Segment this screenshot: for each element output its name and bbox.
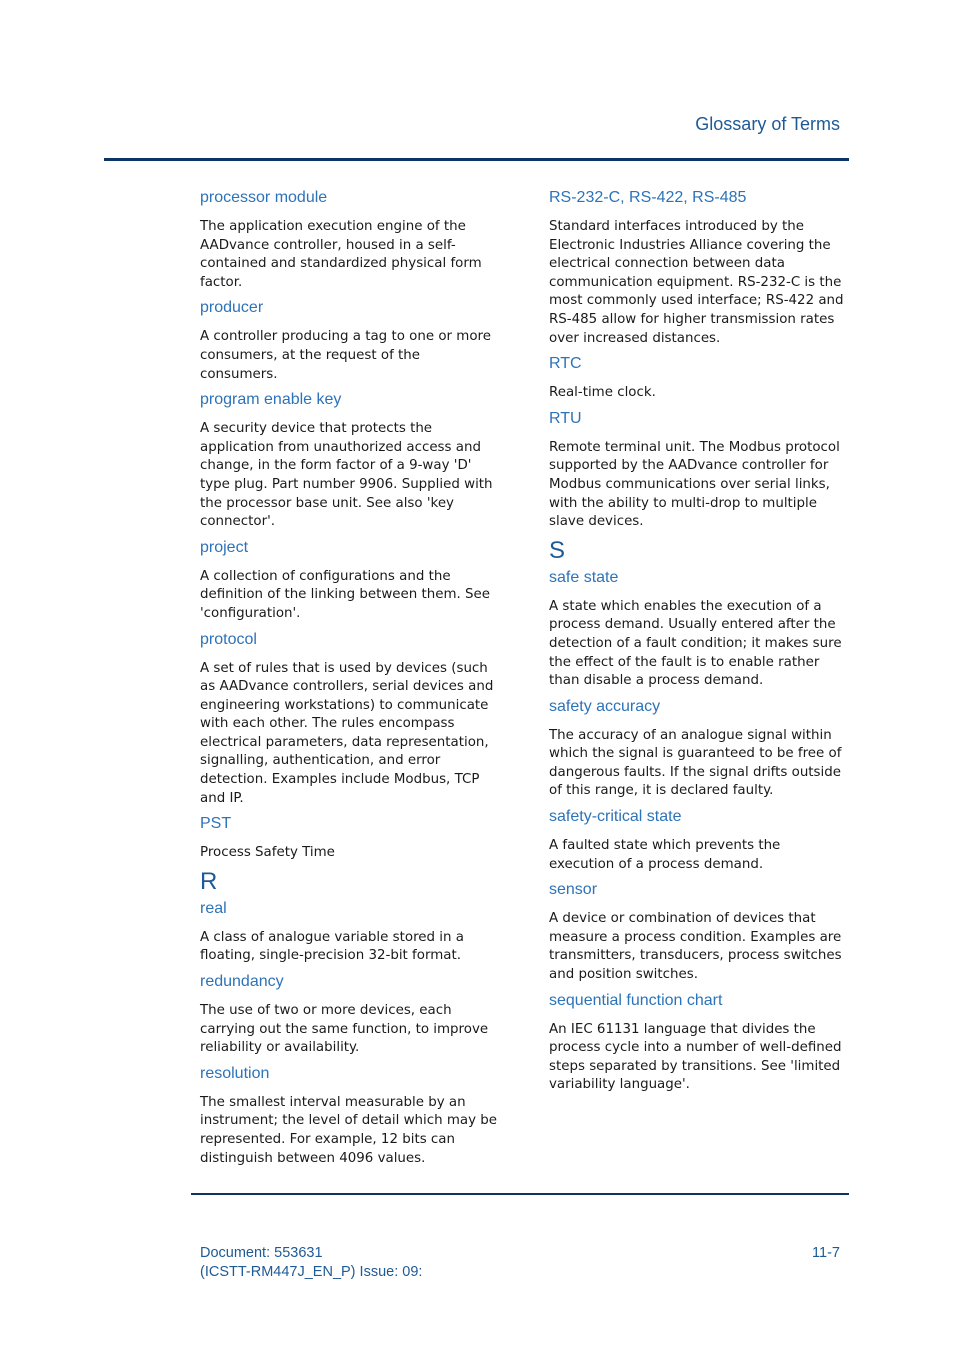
term-safety-accuracy: safety accuracy [549, 697, 661, 715]
term-sequential-function-chart: sequential function chart [549, 991, 723, 1009]
definition-sensor: A device or combination of devices that measure a process condition. Examples are transmitters, transducers, process switches and position switches. [549, 911, 842, 983]
section-letter-r: R [200, 867, 218, 895]
definition-pst: Process Safety Time [200, 845, 335, 861]
definition-safety-accuracy: The accuracy of an analogue signal within which the signal is guaranteed to be free of dangerous faults. If the signal drifts outside of this range, it is declared faulty. [549, 727, 842, 799]
definition-safety-critical-state: A faulted state which prevents the execution of a process demand. [549, 838, 781, 872]
definition-program-enable-key: A security device that protects the application from unauthorized access and change, in the form factor of a 9-way 'D' type plug. Part number 9906. Supplied with the processor base unit. See also 'key connector'. [200, 421, 493, 530]
term-program-enable-key: program enable key [200, 391, 342, 409]
header-title: Glossary of Terms [695, 114, 840, 134]
definition-rtc: Real-time clock. [549, 385, 656, 401]
term-pst: PST [200, 815, 232, 833]
footer-document-issue: (ICSTT-RM447J_EN_P) Issue: 09: [200, 1264, 423, 1280]
definition-rtu: Remote terminal unit. The Modbus protocol supported by the AADvance controller for Modbus communications over serial links, with the ability to multi-drop to multiple slave devices. [549, 439, 840, 530]
footer-document-number: Document: 553631 [200, 1245, 323, 1261]
term-sensor: sensor [549, 881, 598, 899]
term-safe-state: safe state [549, 568, 619, 586]
glossary-column-right [549, 188, 849, 1101]
page-number: 11-7 [812, 1245, 840, 1261]
term-rtc: RTC [549, 355, 582, 373]
term-safety-critical-state: safety-critical state [549, 808, 682, 826]
term-processor-module: processor module [200, 189, 328, 206]
definition-redundancy: The use of two or more devices, each carrying out the same function, to improve reliability or availability. [200, 1003, 489, 1056]
definition-protocol: A set of rules that is used by devices (such as AADvance controllers, serial devices and engineering workstations) to communicate with each other. The rules encompass electrical parameters, data representation, signalling, authentication, and error detection. Examples include Modbus, TCP and IP. [200, 660, 494, 806]
footer-rule [191, 1193, 849, 1195]
term-rs232: RS-232-C, RS-422, RS-485 [549, 189, 747, 206]
term-redundancy: redundancy [200, 973, 284, 991]
definition-safe-state: A state which enables the execution of a process demand. Usually entered after the detection of a fault condition; it makes sure the effect of the fault is to enable rather than disable a process demand. [549, 598, 842, 689]
definition-project: A collection of configurations and the definition of the linking between them. See 'configuration'. [200, 568, 490, 621]
definition-resolution: The smallest interval measurable by an instrument; the level of detail which may be represented. For example, 12 bits can distinguish between 4096 values. [200, 1094, 498, 1166]
term-producer: producer [200, 299, 264, 317]
header-rule [104, 158, 849, 161]
section-letter-s: S [549, 536, 566, 564]
definition-real: A class of analogue variable stored in a floating, single-precision 32-bit format. [200, 929, 464, 964]
term-rtu: RTU [549, 409, 582, 427]
definition-rs232: Standard interfaces introduced by the Electronic Industries Alliance covering the electrical connection between data communication equipment. RS-232-C is the most commonly used interface; RS-422 and RS-485 allow for higher transmission rates over increased distances. [549, 219, 844, 346]
term-project: project [200, 538, 249, 556]
definition-sequential-function-chart: An IEC 61131 language that divides the process cycle into a number of well-defined steps separated by transitions. See 'limited variability language'. [549, 1021, 842, 1093]
definition-processor-module: The application execution engine of the AADvance controller, housed in a self-contained and standardized physical form factor. [200, 219, 482, 290]
term-real: real [200, 899, 227, 917]
glossary-column-left [200, 188, 500, 1174]
definition-producer: A controller producing a tag to one or more consumers, at the request of the consumers. [200, 329, 491, 382]
term-protocol: protocol [200, 630, 257, 648]
footer-document-info [200, 1244, 422, 1282]
term-resolution: resolution [200, 1064, 270, 1082]
